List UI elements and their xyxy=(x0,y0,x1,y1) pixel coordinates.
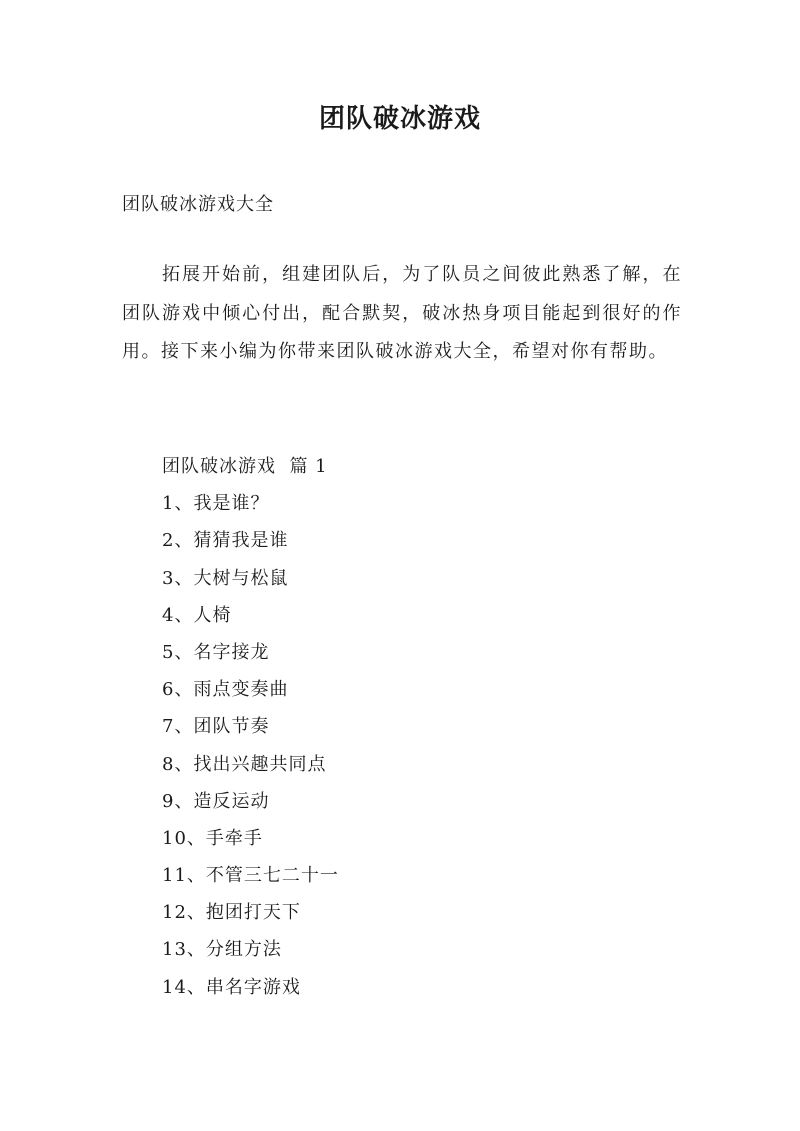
document-subtitle: 团队破冰游戏大全 xyxy=(122,194,274,215)
section-heading: 团队破冰游戏 篇 1 xyxy=(162,456,328,477)
list-item: 12、抱团打天下 xyxy=(162,902,301,924)
list-item: 6、雨点变奏曲 xyxy=(162,679,289,701)
list-item: 1、我是谁？ xyxy=(162,493,270,515)
list-item: 13、分组方法 xyxy=(162,939,282,961)
list-item: 10、手牵手 xyxy=(162,827,263,849)
list-item: 5、名字接龙 xyxy=(162,641,270,663)
document-title: 团队破冰游戏 xyxy=(318,104,481,134)
intro-paragraph: 拓展开始前，组建团队后，为了队员之间彼此熟悉了解，在团队游戏中倾心付出，配合默契，破冰热身项目能起到很好的作用。接下来小编为你带来团队破冰游戏大全，希望对你有帮助。 xyxy=(122,264,682,362)
list-item: 14、串名字游戏 xyxy=(162,976,301,998)
game-list xyxy=(162,490,339,1011)
list-item: 3、大树与松鼠 xyxy=(162,567,289,589)
games-section xyxy=(162,453,339,1011)
list-item: 7、团队节奏 xyxy=(162,716,270,738)
list-item: 8、找出兴趣共同点 xyxy=(162,753,327,775)
list-item: 11、不管三七二十一 xyxy=(162,865,339,887)
list-item: 2、猜猜我是谁 xyxy=(162,530,289,552)
list-item: 4、人椅 xyxy=(162,604,232,626)
list-item: 9、造反运动 xyxy=(162,790,270,812)
